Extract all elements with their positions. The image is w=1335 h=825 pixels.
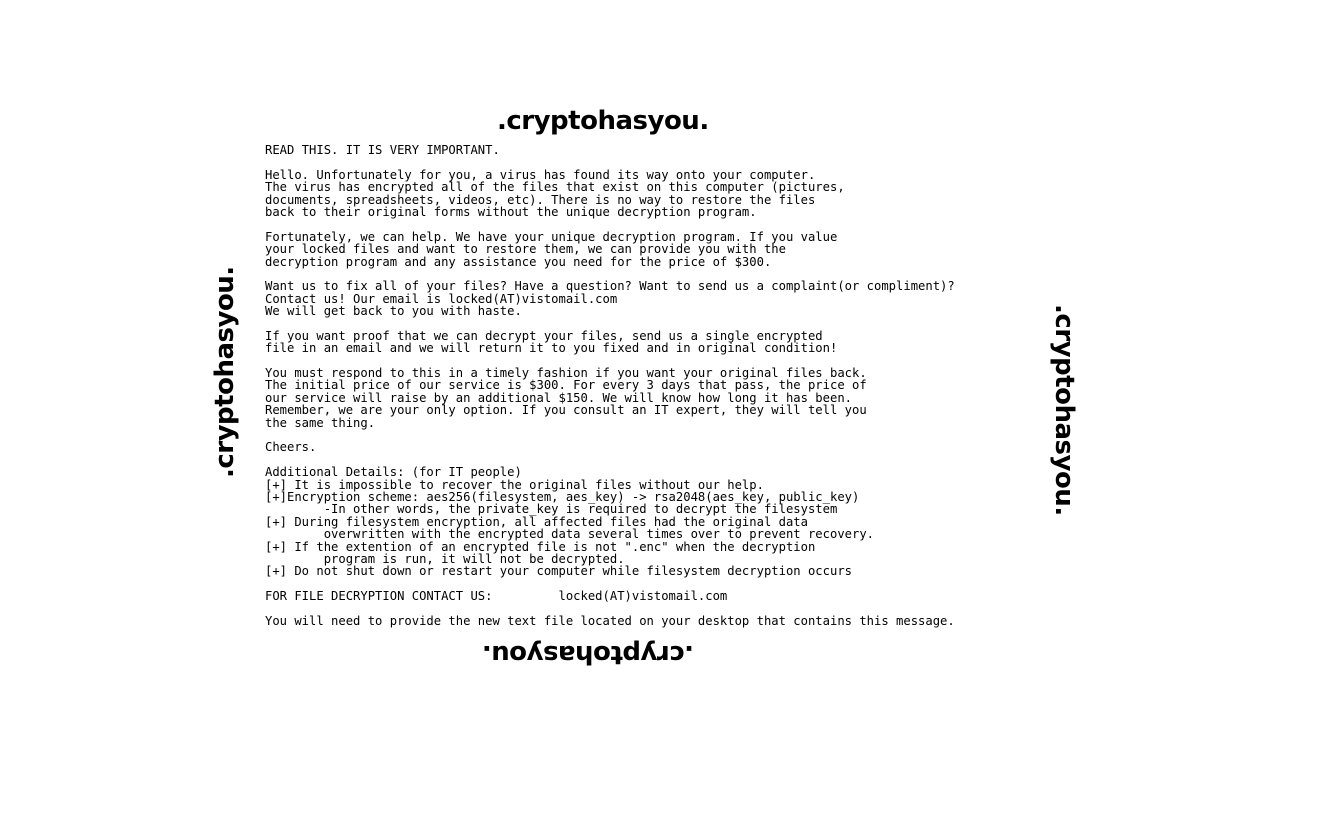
message-line: [+] If the extention of an encrypted file is not ".enc" when the decryption — [265, 539, 816, 554]
message-line: Want us to fix all of your files? Have a question? Want to send us a complaint(or compliment)? — [265, 279, 955, 294]
message-line — [265, 602, 1055, 614]
message-line: [+] During filesystem encryption, all affected files had the original data — [265, 514, 808, 529]
message-line — [265, 317, 1055, 329]
message-line: Contact us! Our email is locked(AT)vistomail.com — [265, 291, 618, 306]
message-line: file in an email and we will return it to you fixed and in original condition! — [265, 341, 838, 356]
message-line: overwritten with the encrypted data several times over to prevent recovery. — [265, 527, 875, 542]
message-line: Fortunately, we can help. We have your unique decryption program. If you value — [265, 229, 838, 244]
message-line: Remember, we are your only option. If you consult an IT expert, they will tell you — [265, 403, 867, 418]
message-line: program is run, it will not be decrypted. — [265, 551, 625, 566]
message-line: You will need to provide the new text file located on your desktop that contains this message. — [265, 613, 955, 628]
message-line: The initial price of our service is $300. For every 3 days that pass, the price of — [265, 378, 867, 393]
message-line: Hello. Unfortunately for you, a virus has found its way onto your computer. — [265, 167, 816, 182]
message-line: documents, spreadsheets, videos, etc). There is no way to restore the files — [265, 192, 816, 207]
ransom-message — [265, 144, 1055, 627]
message-line: [+] Do not shut down or restart your computer while filesystem decryption occurs — [265, 564, 852, 579]
banner-top: .cryptohasyou. — [497, 106, 709, 136]
message-line: -In other words, the private_key is required to decrypt the filesystem — [265, 502, 838, 517]
message-line: your locked files and want to restore them, we can provide you with the — [265, 242, 786, 257]
message-line: FOR FILE DECRYPTION CONTACT US: locked(AT)vistomail.com — [265, 589, 728, 604]
banner-bottom: .cryptohasyou. — [482, 639, 694, 669]
message-line: We will get back to you with haste. — [265, 304, 522, 319]
message-line: READ THIS. IT IS VERY IMPORTANT. — [265, 143, 500, 157]
banner-right: .cryptohasyou. — [1049, 304, 1079, 516]
message-line — [265, 218, 1055, 230]
message-line: the same thing. — [265, 415, 376, 430]
banner-left: .cryptohasyou. — [210, 266, 240, 478]
message-line: You must respond to this in a timely fashion if you want your original files back. — [265, 366, 867, 381]
message-line: The virus has encrypted all of the files that exist on this computer (pictures, — [265, 180, 845, 195]
message-line: [+]Encryption scheme: aes256(filesystem, aes_key) -> rsa2048(aes_key, public_key) — [265, 489, 860, 504]
message-line: decryption program and any assistance you need for the price of $300. — [265, 254, 772, 269]
message-line — [265, 156, 1055, 168]
message-line: Additional Details: (for IT people) — [265, 465, 522, 480]
message-line: [+] It is impossible to recover the original files without our help. — [265, 477, 764, 492]
message-line: back to their original forms without the unique decryption program. — [265, 204, 757, 219]
message-line: Cheers. — [265, 440, 317, 455]
message-line: our service will raise by an additional $150. We will know how long it has been. — [265, 390, 852, 405]
message-line: If you want proof that we can decrypt your files, send us a single encrypted — [265, 328, 823, 343]
message-line — [265, 429, 1055, 441]
